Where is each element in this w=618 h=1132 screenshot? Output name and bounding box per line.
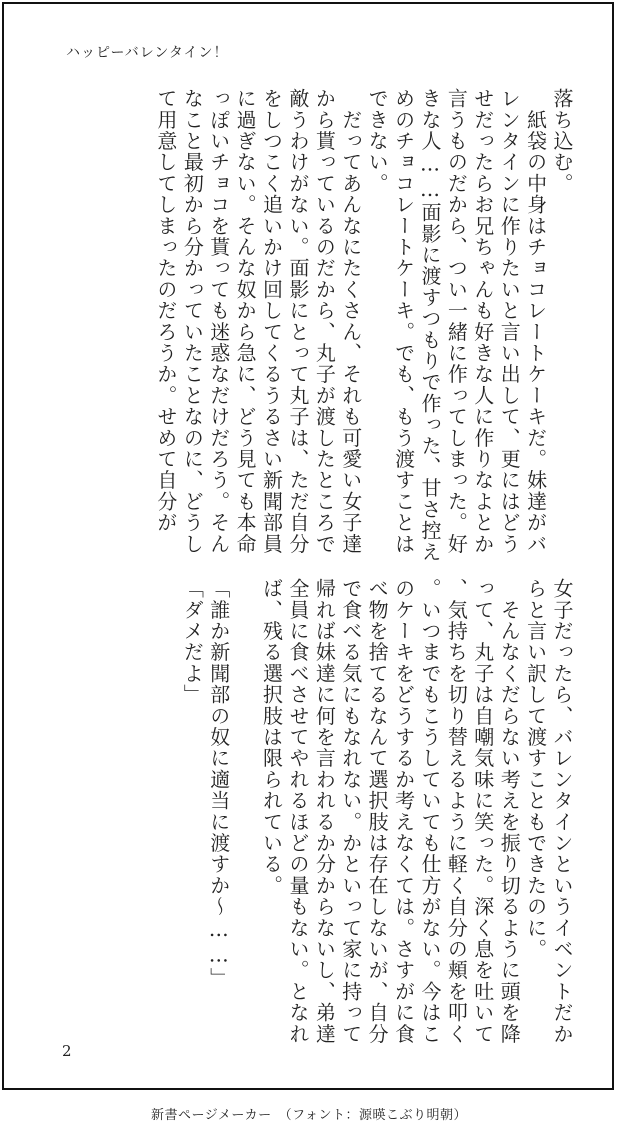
paragraph: 「ダメだよ」 [180, 578, 205, 706]
upper-text-block [153, 88, 576, 563]
paragraph [232, 578, 258, 1038]
page-number: 2 [62, 1042, 72, 1060]
running-header: ハッピーバレンタイン！ [66, 45, 229, 61]
footer-credit: 新書ページメーカー （フォント：源暎こぶり明朝） [151, 1108, 467, 1123]
page-frame [2, 2, 614, 1090]
lower-text-block [179, 578, 575, 1045]
paragraph: だってあんなにたくさん、それも可愛い女子達 から貰っているのだから、丸子が渡したところで 敵うわけがない。面影にとって丸子は、ただ自分 をしつこく追いかけ回してくるうるさい新聞部員 に過ぎない。そんな奴から急に、どう見ても本命 っぽいチョコを貰っても迷惑なだけだろう。そん なこと最初から分かっていたことなのに、どうし て用意してしまったのだろうか。せめて自分が [153, 88, 363, 555]
paragraph: 女子だったら、バレンタインというイベントだか らと言い訳して渡すこともできたのに。 [523, 578, 574, 1045]
paragraph: 落ち込む。 [550, 88, 574, 194]
paragraph: そんなくだらない考えを振り切るように頭を降 って、丸子は自嘲気味に笑った。深く息を吐いて 、気持ちを切り替えるように軽く自分の頬を叩く 。いつまでもこうしていても仕方がない。今はこ のケーキをどうするか考えなくては。さすがに食 べ物を捨てるなんて選択肢は存在しないが、自分 で食べる気にもなれない。かといって家に持って 帰れば妹達に何を言われるか分からないし、弟達 全員に食べさせてやれるほどの量もない。となれ ば、残る選択肢は限られている。 [259, 578, 522, 1045]
paragraph: 紙袋の中身はチョコレートケーキだ。妹達がバ レンタインに作りたいと言い出して、更にはどう せだったらお兄ちゃんも好きな人に作りなよとか 言うものだから、つい一緒に作ってしまった。好 きな人……面影に渡すつもりで作った、甘さ控え めのチョコレートケーキ。でも、もう渡すことは できない。 [365, 88, 548, 563]
paragraph: 「誰か新聞部の奴に適当に渡すか～……」 [206, 578, 231, 989]
